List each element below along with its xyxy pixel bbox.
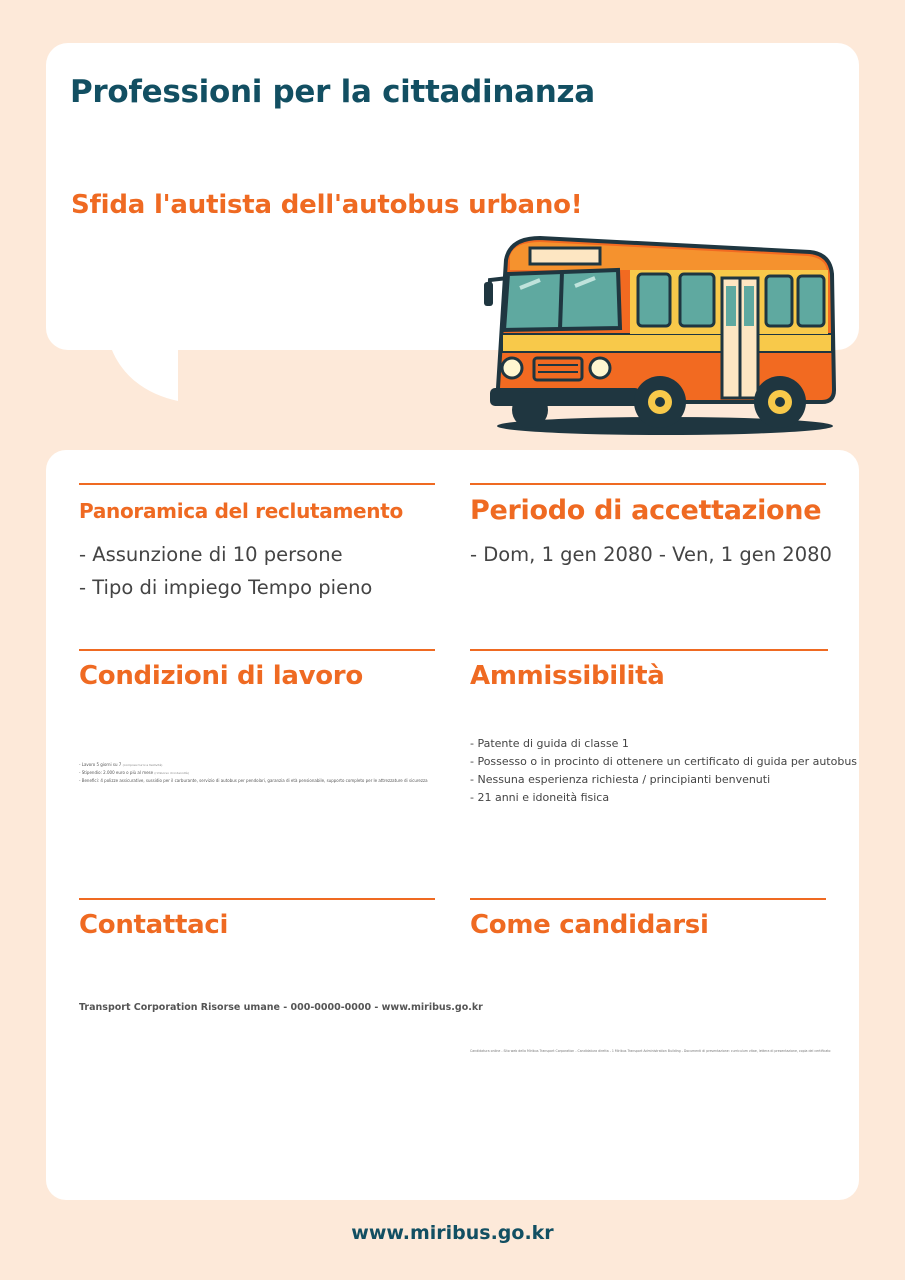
condition-note: (rimborso di indennità) <box>154 771 189 775</box>
apply-section <box>470 898 826 940</box>
contact-section <box>79 898 435 940</box>
period-heading: Periodo di accettazione <box>470 495 822 526</box>
list-item: - Dom, 1 gen 2080 - Ven, 1 gen 2080 <box>470 543 832 566</box>
condition-note: (compresi turni e festività) <box>122 763 163 767</box>
page-subtitle: Sfida l'autista dell'autobus urbano! <box>71 190 583 220</box>
list-item: - Assunzione di 10 persone <box>79 543 343 566</box>
period-section <box>470 483 826 526</box>
list-item <box>79 761 428 769</box>
page-title: Professioni per la cittadinanza <box>70 74 595 110</box>
recruitment-heading: Panoramica del reclutamento <box>79 499 403 523</box>
speech-bubble-tail <box>110 345 180 401</box>
section-divider <box>470 649 828 651</box>
period-list <box>470 538 832 571</box>
recruitment-list <box>79 538 372 604</box>
conditions-section <box>79 649 435 691</box>
contact-info: Transport Corporation Risorse umane - 000-0000-0000 - www.miribus.go.kr <box>79 1002 483 1013</box>
section-divider <box>79 898 435 900</box>
list-item: - Possesso o in procinto di ottenere un certificato di guida per autobus <box>470 755 858 768</box>
list-item: - 21 anni e idoneità fisica <box>470 791 610 804</box>
recruitment-section <box>79 483 435 523</box>
apply-heading: Come candidarsi <box>470 910 709 940</box>
conditions-list <box>79 761 428 784</box>
conditions-heading: Condizioni di lavoro <box>79 661 363 691</box>
contact-heading: Contattaci <box>79 910 229 940</box>
apply-info: Candidatura online - Sito web della Miribus Transport Corporation - Candidatura diretta - 1 Miribus Transport Administration Building - Documenti di presentazione: curriculum vitae, lettera di presentazione, copia del certificato <box>470 1049 831 1053</box>
condition-text: - Benefici: 4 polizze assicurative, sussidio per il carburante, servizio di autobus per pendolari, garanzia di età pensionabile, supporto completo per le attrezzature di sicurezza <box>79 778 428 783</box>
section-divider <box>470 483 826 485</box>
condition-text: - Lavoro 5 giorni su 7 <box>79 762 122 767</box>
list-item: - Nessuna esperienza richiesta / principianti benvenuti <box>470 773 771 786</box>
list-item: - Patente di guida di classe 1 <box>470 737 629 750</box>
section-divider <box>470 898 826 900</box>
list-item: - Tipo di impiego Tempo pieno <box>79 576 373 599</box>
footer-url[interactable]: www.miribus.go.kr <box>351 1222 554 1244</box>
eligibility-list <box>470 735 857 807</box>
section-divider <box>79 483 435 485</box>
eligibility-heading: Ammissibilità <box>470 661 665 691</box>
list-item <box>79 769 428 777</box>
city-bus-icon <box>480 230 840 440</box>
condition-text: - Stipendio: 2.000 euro o più al mese <box>79 770 154 775</box>
eligibility-section <box>470 649 828 691</box>
list-item <box>79 777 428 784</box>
section-divider <box>79 649 435 651</box>
